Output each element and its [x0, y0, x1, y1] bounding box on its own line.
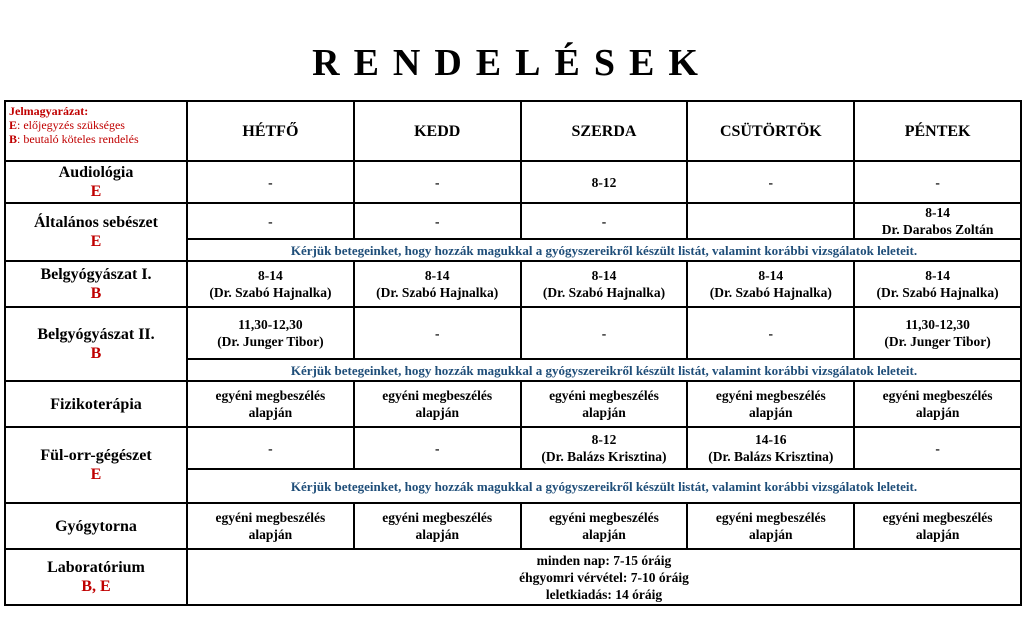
time-text: egyéni megbeszélés: [715, 510, 826, 525]
schedule-cell: [187, 503, 354, 549]
service-fizikoterapia: [5, 381, 187, 427]
time-text: egyéni megbeszélés: [882, 388, 993, 403]
service-name: Laboratórium: [47, 559, 145, 576]
schedule-cell: -: [187, 427, 354, 469]
doctor-text: (Dr. Balázs Krisztina): [541, 449, 667, 464]
time-text: egyéni megbeszélés: [715, 388, 826, 403]
time-text: egyéni megbeszélés: [382, 388, 493, 403]
schedule-cell: -: [854, 161, 1021, 203]
doctor-text: (Dr. Junger Tibor): [217, 334, 324, 349]
service-ful-orr-gegeszet: [5, 427, 187, 503]
doctor-text: alapján: [248, 405, 293, 420]
doctor-text: alapján: [915, 527, 960, 542]
time-text: egyéni megbeszélés: [215, 510, 326, 525]
service-code: E: [90, 466, 102, 483]
schedule-cell: -: [354, 307, 521, 359]
doctor-text: (Dr. Szabó Hajnalka): [709, 285, 832, 300]
table-row: [5, 381, 1021, 427]
schedule-cell: [854, 261, 1021, 307]
service-name: Belgyógyászat I.: [40, 266, 152, 283]
service-code: B: [90, 285, 102, 302]
time-text: 8-14: [925, 268, 950, 283]
doctor-text: alapján: [415, 405, 459, 420]
table-row: [5, 427, 1021, 469]
service-name: Fül-orr-gégészet: [40, 447, 152, 464]
doctor-text: (Dr. Szabó Hajnalka): [376, 285, 499, 300]
schedule-cell: [521, 503, 688, 549]
schedule-cell: [854, 381, 1021, 427]
time-text: 8-14: [591, 268, 617, 283]
service-audiologia: [5, 161, 187, 203]
schedule-cell: [354, 503, 521, 549]
time-text: 8-14: [925, 205, 950, 220]
legend-code-b: B: [9, 132, 18, 146]
schedule-cell: -: [687, 161, 854, 203]
table-row: [5, 261, 1021, 307]
time-text: egyéni megbeszélés: [215, 388, 326, 403]
schedule-cell: [187, 307, 354, 359]
header-row: [5, 101, 1021, 161]
legend-text-e: : előjegyzés szükséges: [17, 118, 125, 132]
table-row: [5, 161, 1021, 203]
time-text: egyéni megbeszélés: [549, 388, 659, 403]
service-belgyogyaszat-1: [5, 261, 187, 307]
time-text: 11,30-12,30: [238, 317, 303, 332]
doctor-text: (Dr. Szabó Hajnalka): [876, 285, 999, 300]
schedule-cell: [354, 381, 521, 427]
schedule-cell: -: [354, 427, 521, 469]
doctor-text: (Dr. Balázs Krisztina): [708, 449, 834, 464]
day-header-tuesday: KEDD: [354, 101, 521, 161]
day-header-thursday: CSÜTÖRTÖK: [687, 101, 854, 161]
doctor-text: (Dr. Szabó Hajnalka): [542, 285, 666, 300]
lab-hours-line: leletkiadás: 14 óráig: [545, 586, 663, 602]
schedule-cell: -: [187, 161, 354, 203]
schedule-cell: [687, 203, 854, 239]
doctor-text: alapján: [582, 405, 626, 420]
service-altalanos-sebeszet: [5, 203, 187, 261]
service-gyogytorna: [5, 503, 187, 549]
schedule-cell: [687, 503, 854, 549]
schedule-cell: -: [521, 203, 688, 239]
time-text: 8-14: [758, 268, 784, 283]
notice-text: Kérjük betegeinket, hogy hozzák magukkal a gyógyszereikről készült listát, valamint korábbi vizsgálatok leleteit.: [187, 469, 1021, 503]
schedule-cell: [854, 503, 1021, 549]
doctor-text: alapján: [415, 527, 459, 542]
time-text: 8-14: [424, 268, 450, 283]
time-text: 14-16: [755, 432, 787, 447]
day-header-friday: PÉNTEK: [854, 101, 1021, 161]
service-laboratorium: [5, 549, 187, 605]
doctor-text: Dr. Darabos Zoltán: [881, 222, 994, 237]
notice-text: Kérjük betegeinket, hogy hozzák magukkal a gyógyszereikről készült listát, valamint korábbi vizsgálatok leleteit.: [187, 239, 1021, 261]
schedule-cell: -: [187, 203, 354, 239]
lab-hours-line: minden nap: 7-15 óráig: [536, 552, 672, 568]
service-belgyogyaszat-2: [5, 307, 187, 381]
table-row: [5, 203, 1021, 239]
notice-text: Kérjük betegeinket, hogy hozzák magukkal a gyógyszereikről készült listát, valamint korábbi vizsgálatok leleteit.: [187, 359, 1021, 381]
doctor-text: (Dr. Szabó Hajnalka): [209, 285, 332, 300]
schedule-cell: [854, 307, 1021, 359]
legend-heading: Jelmagyarázat:: [9, 104, 89, 118]
service-code: B, E: [81, 578, 111, 595]
service-code: B: [90, 345, 102, 362]
lab-hours-line: éhgyomri vérvétel: 7-10 óráig: [519, 569, 689, 585]
doctor-text: alapján: [749, 405, 793, 420]
table-row: [5, 307, 1021, 359]
doctor-text: alapján: [582, 527, 626, 542]
schedule-cell: [854, 203, 1021, 239]
schedule-cell: [187, 261, 354, 307]
legend-cell: [5, 101, 187, 161]
service-name: Gyógytorna: [55, 517, 137, 535]
service-code: E: [90, 233, 102, 250]
schedule-cell: [187, 381, 354, 427]
service-name: Fizikoterápia: [50, 395, 142, 413]
time-text: egyéni megbeszélés: [382, 510, 493, 525]
schedule-cell: [521, 427, 688, 469]
schedule-cell: [687, 381, 854, 427]
table-row: [5, 549, 1021, 605]
time-text: 11,30-12,30: [905, 317, 970, 332]
schedule-cell: 8-12: [521, 161, 688, 203]
day-header-monday: HÉTFŐ: [187, 101, 354, 161]
schedule-cell: [354, 261, 521, 307]
doctor-text: alapján: [749, 527, 793, 542]
time-text: egyéni megbeszélés: [549, 510, 659, 525]
doctor-text: (Dr. Junger Tibor): [884, 334, 991, 349]
schedule-cell: -: [521, 307, 688, 359]
doctor-text: alapján: [248, 527, 293, 542]
schedule-cell: -: [354, 203, 521, 239]
schedule-cell: -: [687, 307, 854, 359]
table-row: [5, 503, 1021, 549]
schedule-cell: [687, 261, 854, 307]
service-name: Általános sebészet: [34, 214, 158, 231]
time-text: egyéni megbeszélés: [882, 510, 993, 525]
service-code: E: [90, 183, 102, 200]
time-text: 8-12: [591, 432, 617, 447]
legend-text-b: : beutaló köteles rendelés: [17, 132, 139, 146]
service-name: Belgyógyászat II.: [37, 326, 155, 343]
doctor-text: alapján: [915, 405, 960, 420]
schedule-cell: -: [354, 161, 521, 203]
schedule-cell: [521, 381, 688, 427]
schedule-cell: [521, 261, 688, 307]
day-header-wednesday: SZERDA: [521, 101, 688, 161]
page-title: RENDELÉSEK: [312, 42, 712, 84]
time-text: 8-14: [258, 268, 283, 283]
schedule-cell: -: [854, 427, 1021, 469]
laboratorium-hours: [187, 549, 1021, 605]
service-name: Audiológia: [58, 164, 134, 181]
schedule-cell: [687, 427, 854, 469]
schedule-table: [4, 100, 1022, 606]
legend-code-e: E: [9, 118, 18, 132]
